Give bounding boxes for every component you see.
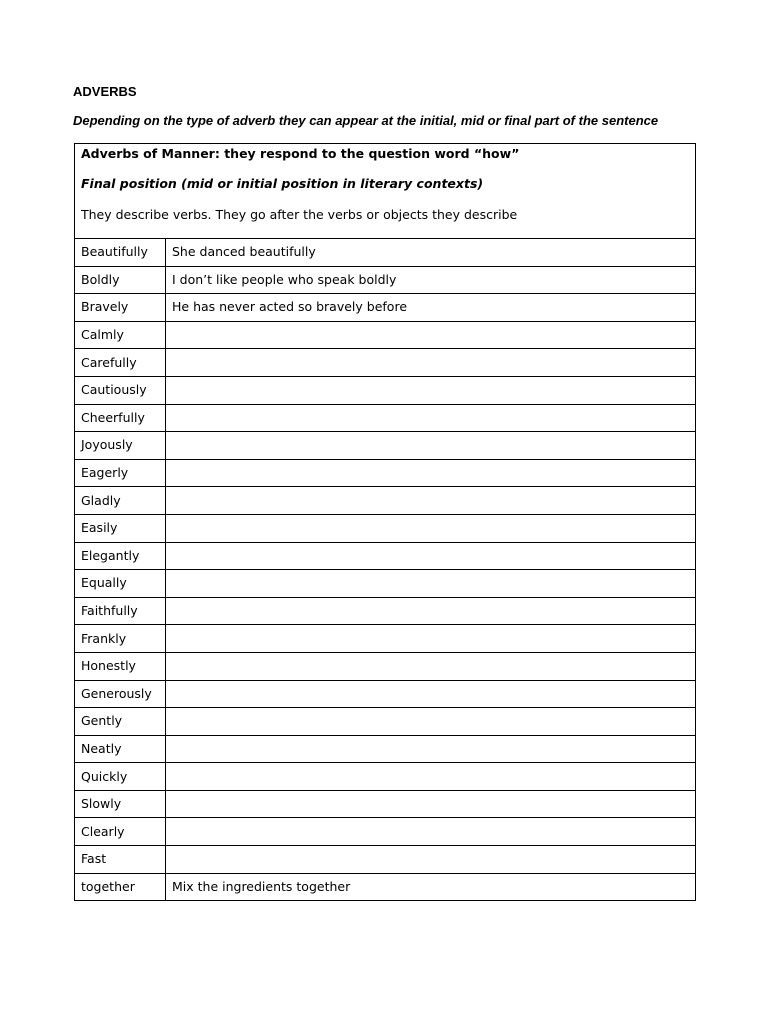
example-sentence-cell <box>166 846 696 874</box>
example-sentence-cell: Mix the ingredients together <box>166 873 696 901</box>
example-sentence-cell <box>166 321 696 349</box>
adverb-cell: Equally <box>75 570 166 598</box>
table-row <box>75 652 696 680</box>
adverb-cell: Fast <box>75 846 166 874</box>
table-row <box>75 542 696 570</box>
adverb-cell: Boldly <box>75 266 166 294</box>
adverb-cell: Honestly <box>75 652 166 680</box>
table-row <box>75 680 696 708</box>
example-sentence-cell <box>166 625 696 653</box>
document-subtitle: Depending on the type of adverb they can appear at the initial, mid or final part of the sentence <box>73 113 659 128</box>
adverb-cell: Faithfully <box>75 597 166 625</box>
example-sentence-cell <box>166 432 696 460</box>
example-sentence-cell: He has never acted so bravely before <box>166 294 696 322</box>
table-row <box>75 514 696 542</box>
table-row <box>75 294 696 322</box>
table-row <box>75 487 696 515</box>
adverb-cell: Neatly <box>75 735 166 763</box>
table-row <box>75 266 696 294</box>
adverb-cell: Easily <box>75 514 166 542</box>
example-sentence-cell <box>166 790 696 818</box>
table-row <box>75 790 696 818</box>
header-adverbs-of-manner: Adverbs of Manner: they respond to the question word “how” <box>81 146 520 161</box>
example-sentence-cell <box>166 487 696 515</box>
table-row <box>75 459 696 487</box>
example-sentence-cell <box>166 735 696 763</box>
adverb-table <box>74 143 696 901</box>
adverb-cell: Eagerly <box>75 459 166 487</box>
table-row <box>75 570 696 598</box>
example-sentence-cell <box>166 542 696 570</box>
table-row <box>75 735 696 763</box>
adverb-cell: Quickly <box>75 763 166 791</box>
adverb-cell: Generously <box>75 680 166 708</box>
table-row <box>75 625 696 653</box>
adverb-cell: together <box>75 873 166 901</box>
document-title: ADVERBS <box>73 84 137 99</box>
table-row <box>75 404 696 432</box>
table-row <box>75 376 696 404</box>
adverb-cell: Gladly <box>75 487 166 515</box>
adverb-table-body <box>75 144 696 901</box>
adverb-cell: Elegantly <box>75 542 166 570</box>
example-sentence-cell <box>166 652 696 680</box>
adverb-cell: Slowly <box>75 790 166 818</box>
adverb-cell: Calmly <box>75 321 166 349</box>
adverb-cell: Carefully <box>75 349 166 377</box>
header-position-note: Final position (mid or initial position in literary contexts) <box>81 176 484 191</box>
example-sentence-cell <box>166 597 696 625</box>
adverb-cell: Gently <box>75 708 166 736</box>
example-sentence-cell <box>166 763 696 791</box>
example-sentence-cell <box>166 459 696 487</box>
table-row <box>75 818 696 846</box>
table-row <box>75 432 696 460</box>
table-row <box>75 873 696 901</box>
adverb-cell: Clearly <box>75 818 166 846</box>
table-row <box>75 597 696 625</box>
example-sentence-cell <box>166 349 696 377</box>
adverb-cell: Cheerfully <box>75 404 166 432</box>
table-row <box>75 846 696 874</box>
table-row <box>75 763 696 791</box>
table-row <box>75 349 696 377</box>
example-sentence-cell <box>166 514 696 542</box>
adverb-cell: Bravely <box>75 294 166 322</box>
table-row <box>75 239 696 267</box>
example-sentence-cell <box>166 680 696 708</box>
adverb-cell: Joyously <box>75 432 166 460</box>
table-row <box>75 321 696 349</box>
example-sentence-cell <box>166 404 696 432</box>
header-description: They describe verbs. They go after the verbs or objects they describe <box>81 207 518 222</box>
example-sentence-cell <box>166 570 696 598</box>
table-header-row <box>75 144 696 239</box>
table-row <box>75 708 696 736</box>
table-header-cell <box>75 144 696 239</box>
example-sentence-cell <box>166 818 696 846</box>
example-sentence-cell <box>166 708 696 736</box>
example-sentence-cell: I don’t like people who speak boldly <box>166 266 696 294</box>
example-sentence-cell: She danced beautifully <box>166 239 696 267</box>
adverb-cell: Cautiously <box>75 376 166 404</box>
example-sentence-cell <box>166 376 696 404</box>
adverb-cell: Beautifully <box>75 239 166 267</box>
adverb-cell: Frankly <box>75 625 166 653</box>
